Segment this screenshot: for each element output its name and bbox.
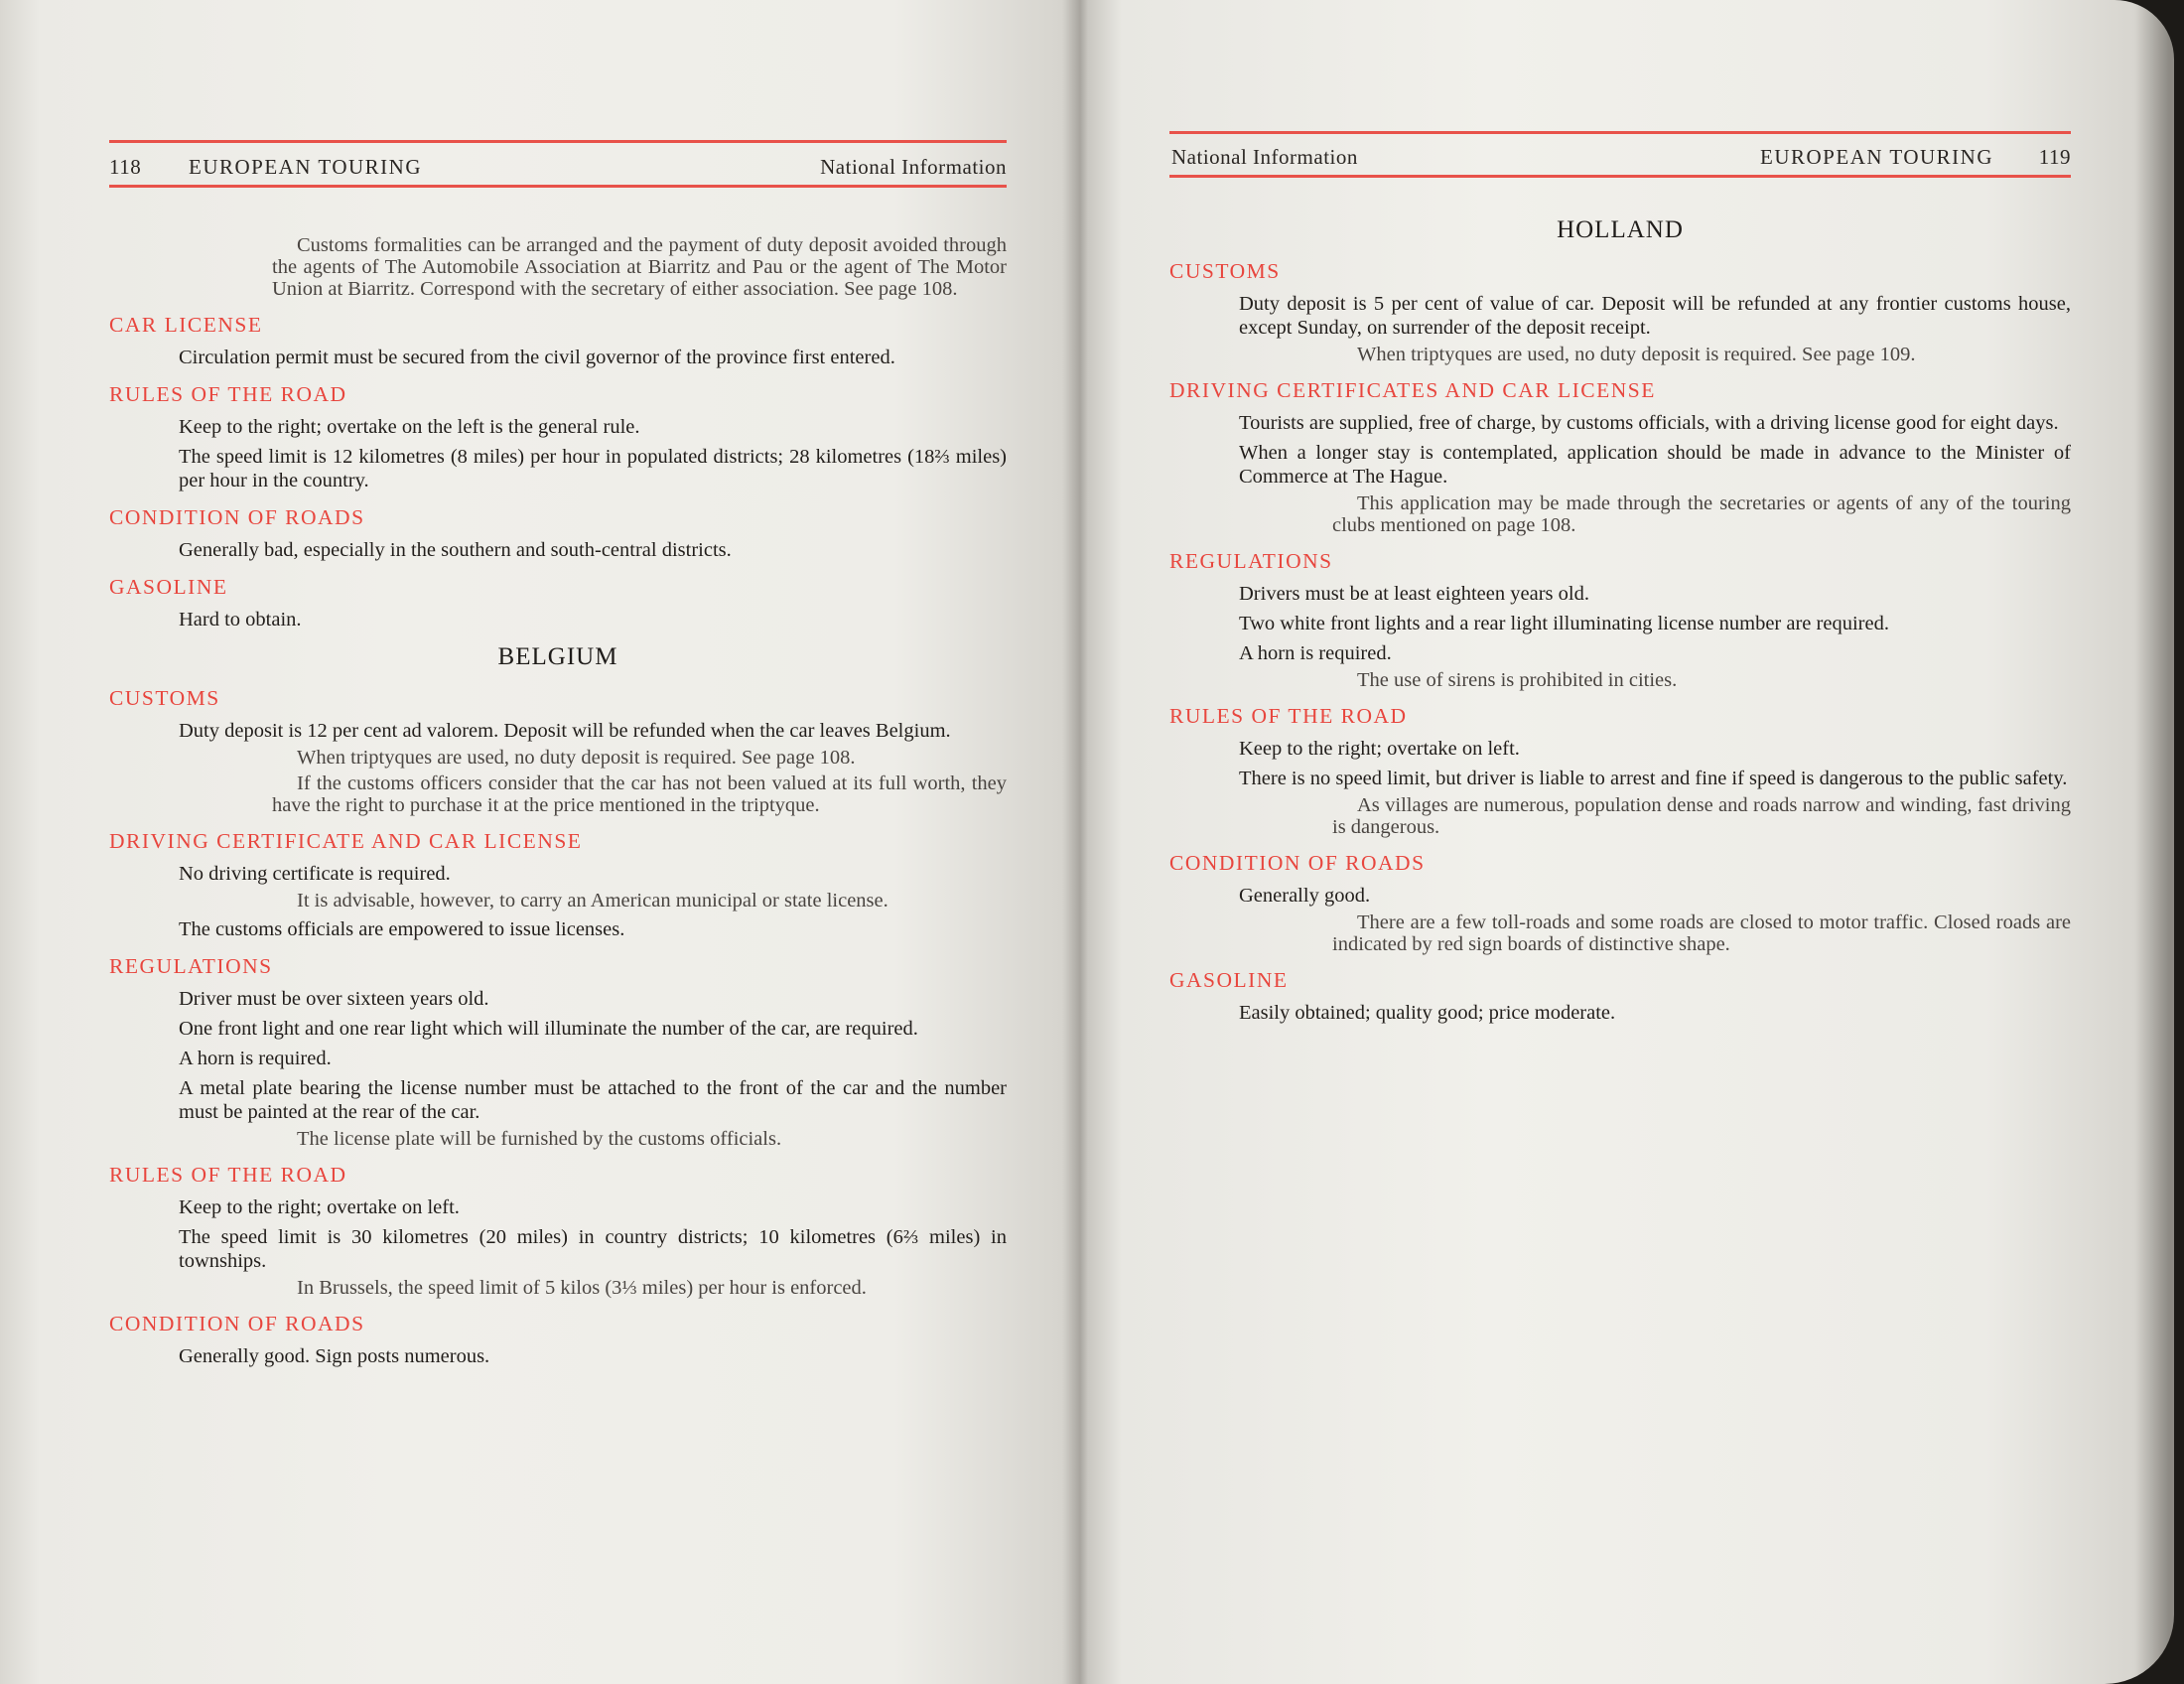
body-paragraph: Driver must be over sixteen years old. (179, 988, 489, 1010)
body-paragraph: A horn is required. (179, 1048, 332, 1069)
left-page (109, 0, 1007, 1684)
running-title: EUROPEAN TOURING (189, 155, 422, 179)
body-paragraph: Duty deposit is 5 per cent of value of car. Deposit will be refunded at any frontier customs house, except Sunday, on surrender of the deposit receipt. (1239, 293, 2071, 339)
section-heading: DRIVING CERTIFICATES AND CAR LICENSE (1169, 378, 1656, 402)
body-paragraph: Two white front lights and a rear light illuminating license number are required. (1239, 613, 1889, 634)
body-paragraph: Generally good. Sign posts numerous. (179, 1345, 490, 1367)
note-paragraph: It is advisable, however, to carry an American municipal or state license. (297, 890, 888, 912)
country-title: BELGIUM (497, 643, 618, 670)
section-heading: REGULATIONS (109, 954, 273, 978)
note-paragraph: There are a few toll-roads and some roads are closed to motor traffic. Closed roads are indicated by red sign boards of distinctive shape. (1332, 912, 2071, 955)
body-paragraph: There is no speed limit, but driver is liable to arrest and fine if speed is dangerous to the public safety. (1239, 768, 2068, 789)
section-heading: DRIVING CERTIFICATE AND CAR LICENSE (109, 829, 583, 853)
note-paragraph: Customs formalities can be arranged and the payment of duty deposit avoided through the agents of The Automobile Association at Biarritz and Pau or the agent of The Motor Union at Biarritz. Correspond with the secretary of either association. See page 108. (272, 234, 1007, 300)
section-title: National Information (1171, 145, 1358, 169)
section-heading: GASOLINE (109, 575, 228, 599)
section-heading: RULES OF THE ROAD (1169, 704, 1408, 728)
section-heading: REGULATIONS (1169, 549, 1333, 573)
section-heading: CUSTOMS (109, 686, 220, 710)
page-body (109, 234, 1007, 1368)
body-paragraph: No driving certificate is required. (179, 863, 451, 885)
country-title: HOLLAND (1557, 216, 1684, 243)
body-paragraph: Tourists are supplied, free of charge, by customs officials, with a driving license good for eight days. (1239, 412, 2059, 434)
running-title: EUROPEAN TOURING (1760, 145, 1993, 169)
note-paragraph: The license plate will be furnished by the customs officials. (297, 1128, 782, 1150)
note-paragraph: As villages are numerous, population dense and roads narrow and winding, fast driving is dangerous. (1332, 794, 2071, 838)
body-paragraph: Generally good. (1239, 885, 1371, 907)
page-number: 118 (109, 155, 142, 179)
note-paragraph: When triptyques are used, no duty deposit is required. See page 109. (1357, 344, 1916, 365)
note-paragraph: The use of sirens is prohibited in cities. (1357, 669, 1678, 691)
page-body (1169, 214, 2071, 1025)
note-paragraph: This application may be made through the secretaries or agents of any of the touring clubs mentioned on page 108. (1332, 492, 2071, 536)
header-rule-top (109, 140, 1007, 143)
body-paragraph: Drivers must be at least eighteen years old. (1239, 583, 1589, 605)
body-paragraph: Easily obtained; quality good; price moderate. (1239, 1002, 1616, 1024)
body-paragraph: Hard to obtain. (179, 609, 302, 631)
note-paragraph: If the customs officers consider that the car has not been valued at its full worth, they have the right to purchase it at the price mentioned in the triptyque. (272, 772, 1007, 816)
header-rule-bottom (1169, 175, 2071, 178)
section-heading: RULES OF THE ROAD (109, 382, 347, 406)
section-heading: CUSTOMS (1169, 259, 1281, 283)
header-rule-top (1169, 131, 2071, 134)
body-paragraph: Keep to the right; overtake on left. (1239, 738, 1520, 760)
body-paragraph: When a longer stay is contemplated, application should be made in advance to the Minister of Commerce at The Hague. (1239, 442, 2071, 488)
body-paragraph: The customs officials are empowered to issue licenses. (179, 918, 625, 940)
section-heading: GASOLINE (1169, 968, 1289, 992)
note-paragraph: When triptyques are used, no duty deposit is required. See page 108. (297, 747, 856, 769)
running-header (109, 155, 1007, 180)
note-paragraph: In Brussels, the speed limit of 5 kilos (3⅓ miles) per hour is enforced. (297, 1277, 867, 1299)
right-page (1169, 0, 2071, 1684)
body-paragraph: Circulation permit must be secured from the civil governor of the province first entered. (179, 347, 895, 368)
body-paragraph: Keep to the right; overtake on the left is the general rule. (179, 416, 640, 438)
body-paragraph: Generally bad, especially in the southern and south-central districts. (179, 539, 732, 561)
section-heading: CONDITION OF ROADS (1169, 851, 1426, 875)
header-rule-bottom (109, 185, 1007, 188)
section-heading: CONDITION OF ROADS (109, 505, 365, 529)
section-heading: RULES OF THE ROAD (109, 1163, 347, 1187)
body-paragraph: A metal plate bearing the license number must be attached to the front of the car and the number must be painted at the rear of the car. (179, 1077, 1007, 1123)
section-heading: CAR LICENSE (109, 313, 263, 337)
body-paragraph: Duty deposit is 12 per cent ad valorem. Deposit will be refunded when the car leaves Belgium. (179, 720, 951, 742)
body-paragraph: The speed limit is 12 kilometres (8 miles) per hour in populated districts; 28 kilometres (18⅔ miles) per hour in the country. (179, 446, 1007, 491)
page-number: 119 (2038, 145, 2071, 169)
section-title: National Information (820, 155, 1007, 179)
body-paragraph: The speed limit is 30 kilometres (20 miles) in country districts; 10 kilometres (6⅔ miles) in townships. (179, 1226, 1007, 1272)
body-paragraph: Keep to the right; overtake on left. (179, 1196, 460, 1218)
body-paragraph: A horn is required. (1239, 642, 1392, 664)
section-heading: CONDITION OF ROADS (109, 1312, 365, 1335)
body-paragraph: One front light and one rear light which will illuminate the number of the car, are required. (179, 1018, 918, 1040)
